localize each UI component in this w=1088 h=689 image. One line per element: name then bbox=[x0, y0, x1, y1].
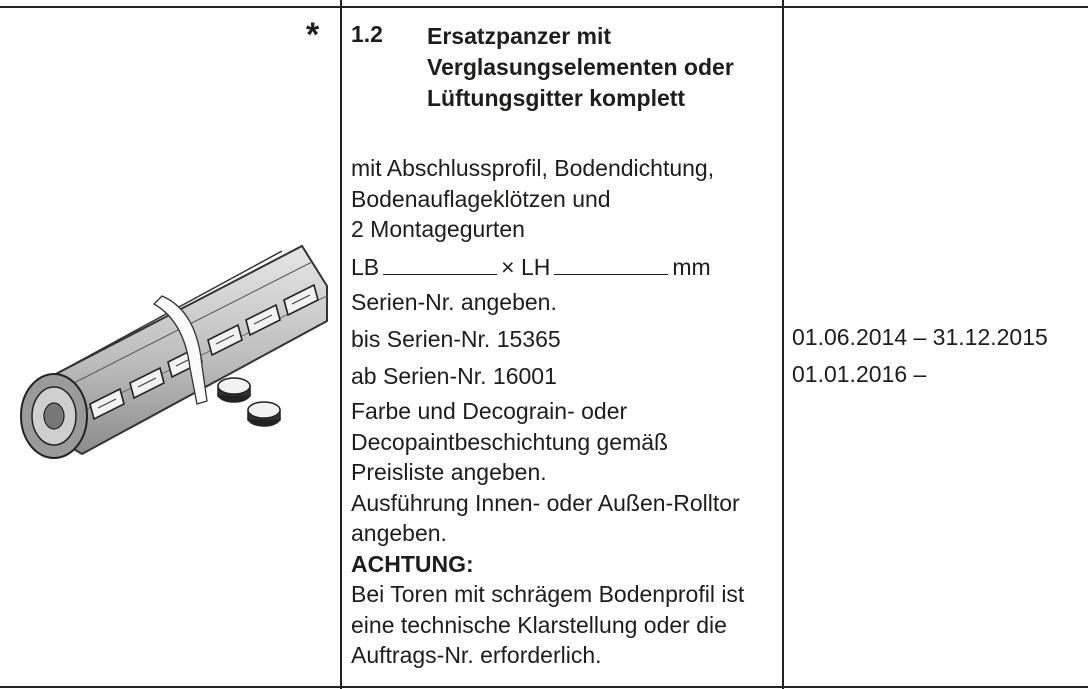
description-line: 2 Montagegurten bbox=[351, 216, 525, 242]
color-note-line: Farbe und Decograin- oder bbox=[351, 398, 628, 424]
item-number: 1.2 bbox=[351, 21, 383, 47]
warning-heading: ACHTUNG: bbox=[351, 550, 474, 577]
item-title bbox=[427, 21, 734, 114]
warning-line: Auftrags-Nr. erforderlich. bbox=[351, 642, 602, 668]
lh-blank-field bbox=[554, 254, 668, 275]
description-line: Bodenauflageklötzen und bbox=[351, 185, 611, 212]
warning-line: eine technische Klarstellung oder die bbox=[351, 611, 727, 638]
color-note bbox=[351, 396, 744, 671]
color-note-line: Decopaintbeschichtung gemäß bbox=[351, 428, 669, 455]
dimension-lh-label: LH bbox=[520, 254, 551, 280]
execution-note-line: angeben. bbox=[351, 520, 447, 546]
dimension-lb-label: LB bbox=[351, 254, 380, 280]
lb-blank-field bbox=[383, 254, 497, 275]
required-marker: * bbox=[306, 16, 320, 54]
dimension-unit: mm bbox=[672, 254, 711, 280]
item-title-line: Lüftungsgitter komplett bbox=[427, 85, 686, 111]
table-bottom-border bbox=[0, 686, 1088, 688]
item-title-line: Verglasungselementen oder bbox=[427, 54, 734, 80]
description-line: mit Abschlussprofil, Bodendichtung, bbox=[351, 155, 715, 181]
serial-until: bis Serien-Nr. 15365 bbox=[351, 326, 561, 352]
table-top-border bbox=[0, 6, 1088, 8]
validity-date-from: 01.01.2016 – bbox=[792, 361, 927, 387]
column-divider-left bbox=[340, 0, 342, 689]
execution-note-line: Ausführung Innen- oder Außen-Rolltor bbox=[351, 489, 740, 516]
dimension-line bbox=[351, 252, 711, 283]
warning-line: Bei Toren mit schrägem Bodenprofil ist bbox=[351, 581, 745, 607]
item-title-line: Ersatzpanzer mit bbox=[427, 23, 612, 49]
column-divider-right bbox=[782, 0, 784, 689]
validity-date-until: 01.06.2014 – 31.12.2015 bbox=[792, 324, 1048, 350]
item-description bbox=[351, 153, 714, 245]
dimension-times-sign: × bbox=[501, 254, 515, 280]
color-note-line: Preisliste angeben. bbox=[351, 459, 547, 485]
serial-note: Serien-Nr. angeben. bbox=[351, 289, 557, 315]
rolled-door-curtain-icon bbox=[12, 226, 337, 476]
serial-from: ab Serien-Nr. 16001 bbox=[351, 363, 557, 389]
